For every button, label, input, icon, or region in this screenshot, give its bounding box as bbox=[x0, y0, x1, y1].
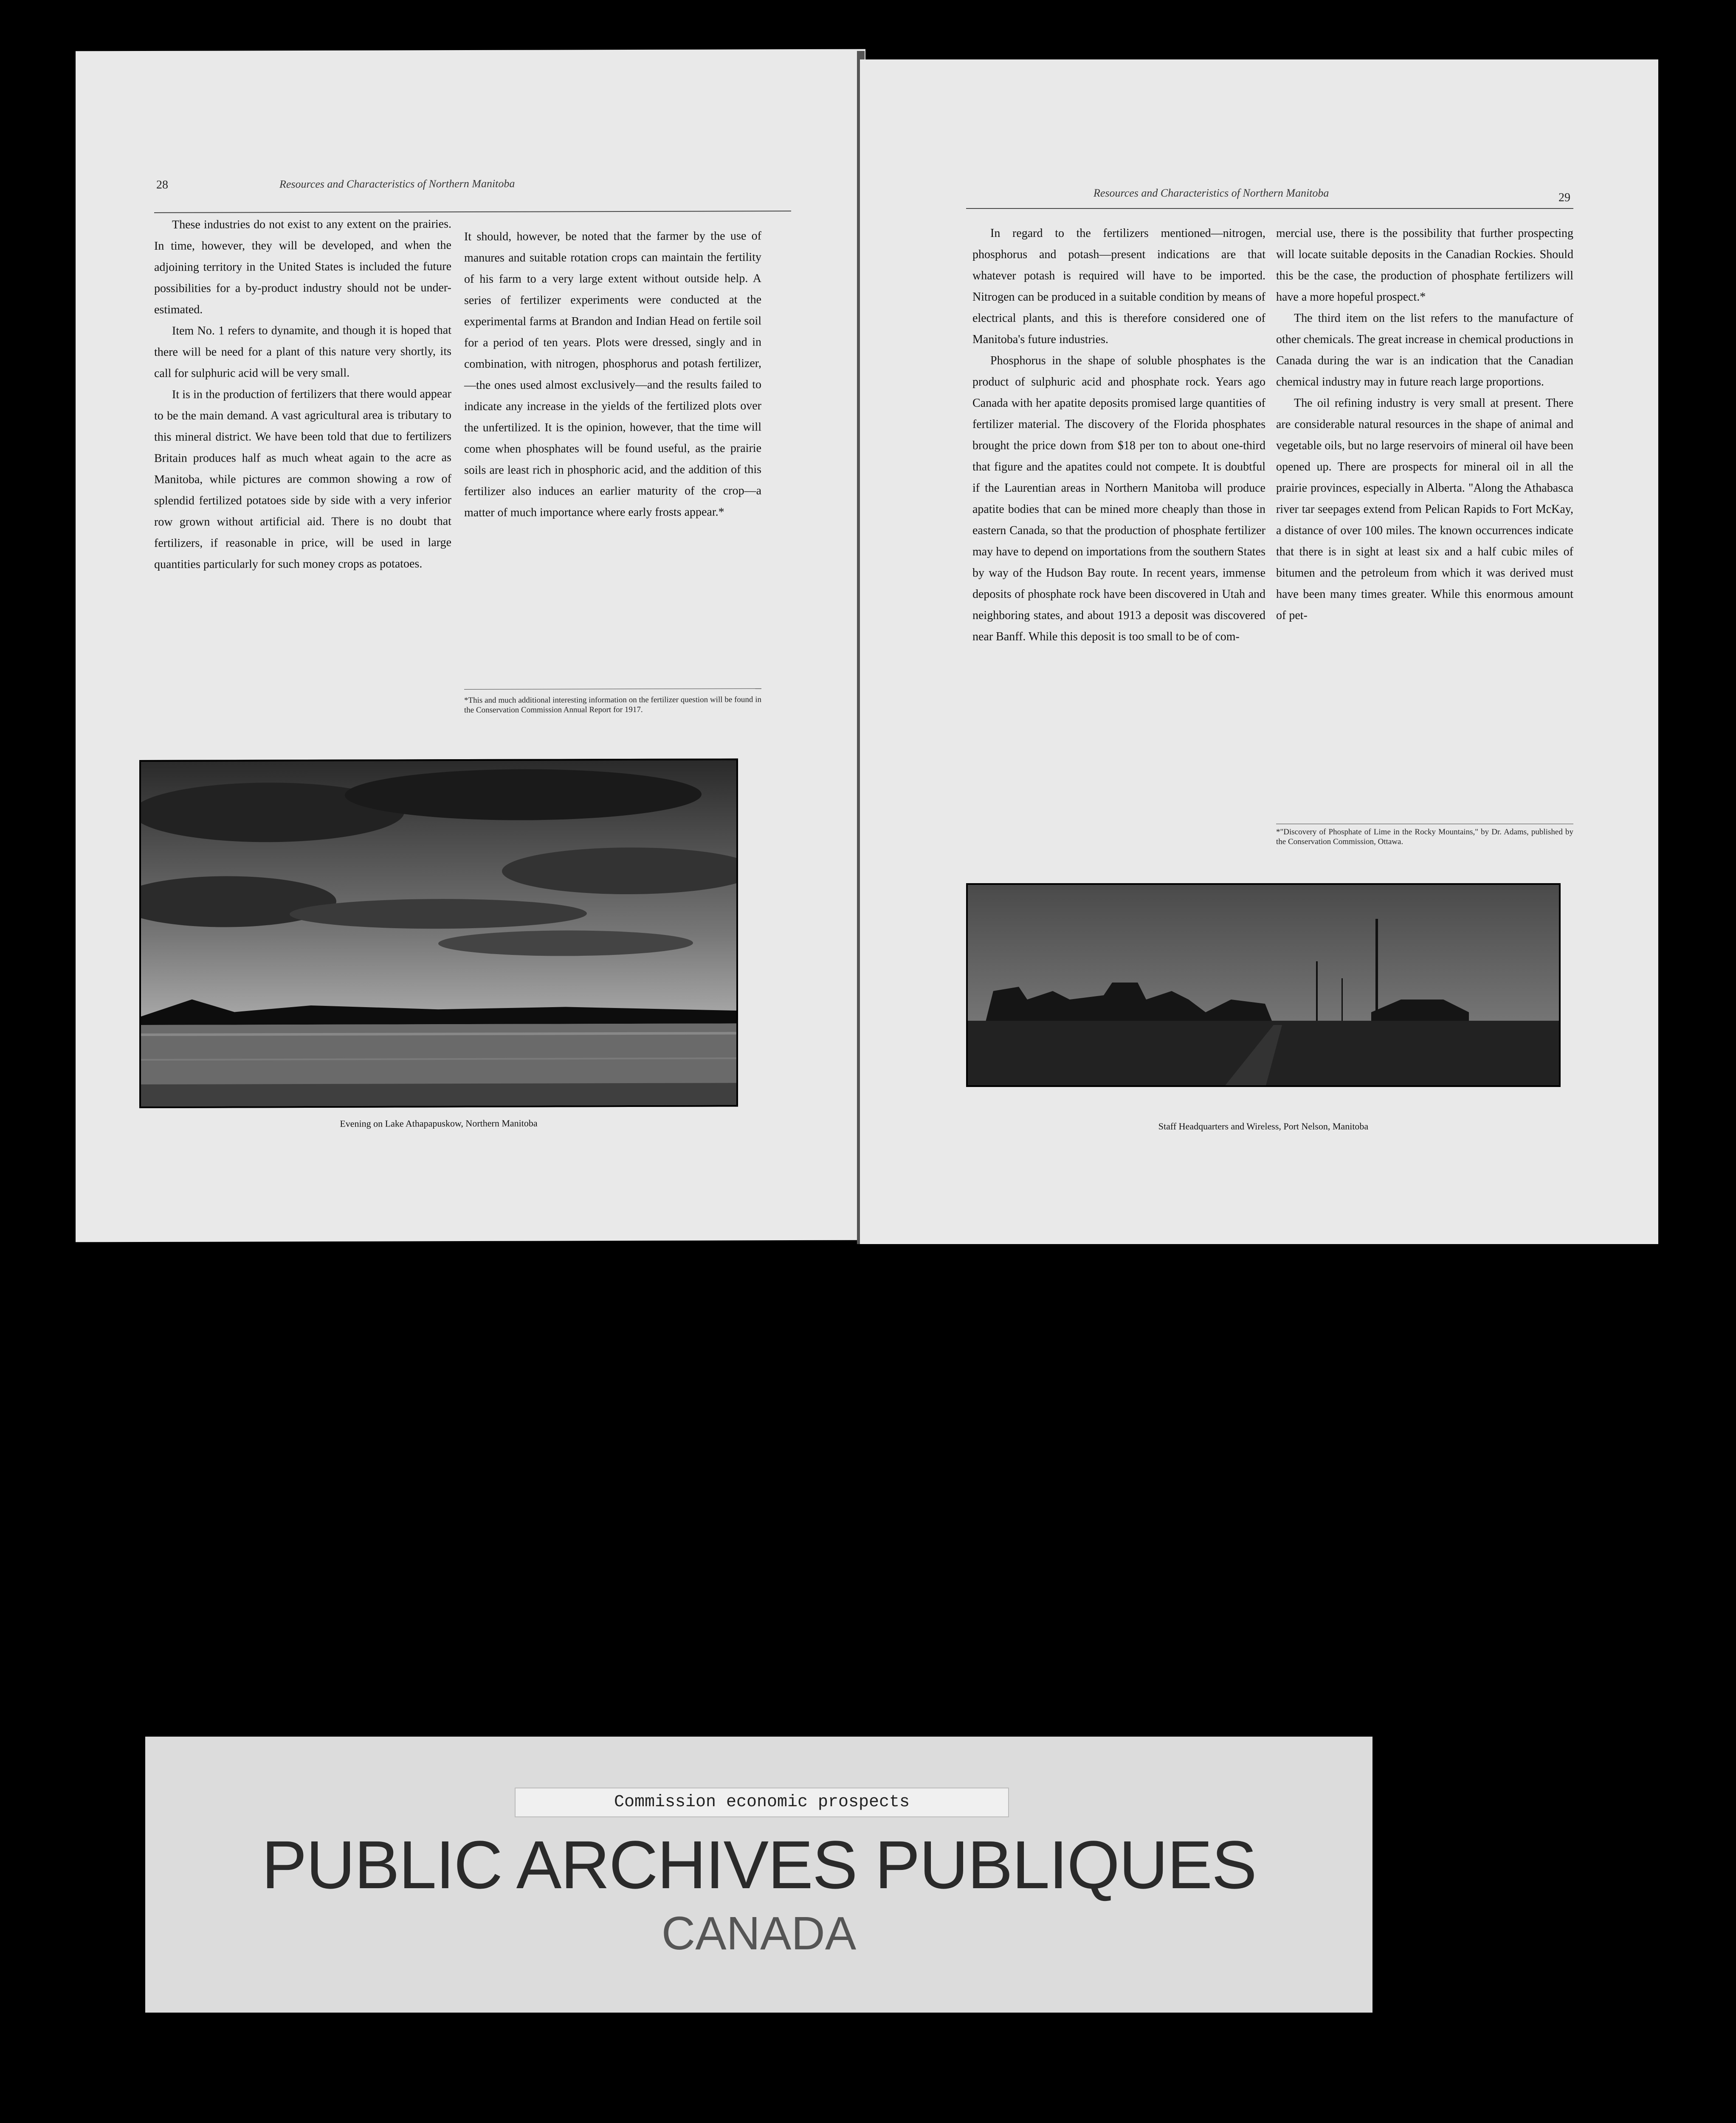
paragraph: The third item on the list refers to the manufacture of other chemicals. The great increase in chemical productions in Canada during the war is an indication that the Canadian chemical industry may in future reach large proportions. bbox=[1276, 312, 1573, 389]
paragraph: The oil refining industry is very small at present. There are considerable natural resources in the shape of animal and vegetable oils, but no large reservoirs of mineral oil have been opened up. There are prospects for mineral oil in all the prairie provinces, especially in Alberta. "Along the Athabasca river tar seepages extend from Pelican Rapids to Fort McKay, a distance of over 100 miles. The known occurrences indicate that there is in sight at least six and a half cubic miles of bitumen and the petroleum from which it was derived must have been many times greater. While this enormous amount of pet- bbox=[1276, 397, 1573, 622]
footnote: *This and much additional interesting information on the fertilizer question will be found in the Conservation Commission Annual Report for 1917. bbox=[464, 695, 761, 715]
stamp-sub-text: CANADA bbox=[661, 1907, 857, 1960]
port-nelson-photo bbox=[966, 883, 1561, 1087]
paragraph: It should, however, be noted that the farmer by the use of manures and suitable rotation crops can maintain the fertility of his farm to a very large extent without outside help. A series of fertilizer experiments were conducted at the experimental farms at Brandon and Indian Head on fertile soil for a period of ten years. Plots were dressed, singly and in combination, with nitrogen, phosphorus and potash fertilizer,—the ones used almost exclusively—and the results failed to indicate any increase in the yields of the fertilized plots over the unfertilized. It is the opinion, however, that the time will come when phosphates will be found useful, as the prairie soils are least rich in phosphoric acid, and the addition of this fertilizer also induces an earlier maturity of the crop—a matter of much importance where early frosts appear.* bbox=[464, 229, 761, 520]
paragraph: In regard to the fertilizers mentioned—nitrogen, phosphorus and potash—present indications are that whatever potash is required will have to be imported. Nitrogen can be produced in a suitable condition by means of electrical plants, and this is therefore considered one of Manitoba's future industries. bbox=[972, 227, 1265, 346]
footnote-rule bbox=[464, 688, 761, 690]
paragraph: It is in the production of fertilizers that there would appear to be the main demand. A vast agricultural area is tributary to this mineral district. We have been told that due to fertilizers Britain produces half as much wheat again to the acre as Manitoba, while pictures are common showing a row of splendid fertilized potatoes side by side with a very inferior row grown without artificial aid. There is no doubt that fertilizers, if reasonable in price, will be used in large quantities particularly for such money crops as potatoes. bbox=[154, 387, 451, 571]
header-rule bbox=[966, 208, 1573, 209]
paragraph: mercial use, there is the possibility that further prospecting will locate suitable deposits in the Canadian Rockies. Should this be the case, the production of phosphate fertilizers will have a more hopeful prospect.* bbox=[1276, 227, 1573, 304]
header-rule bbox=[154, 211, 791, 213]
stamp-label-strip bbox=[515, 1788, 1009, 1817]
text-column-1 bbox=[972, 223, 1265, 648]
lake-evening-image bbox=[141, 760, 738, 1108]
page-number: 28 bbox=[156, 178, 168, 191]
right-page bbox=[860, 59, 1658, 1244]
text-column-2 bbox=[464, 225, 761, 524]
photo-caption: Staff Headquarters and Wireless, Port Nelson, Manitoba bbox=[1158, 1121, 1369, 1132]
photo-caption: Evening on Lake Athapapuskow, Northern Manitoba bbox=[340, 1118, 538, 1129]
footnote: *"Discovery of Phosphate of Lime in the Rocky Mountains," by Dr. Adams, published by the Conservation Commission, Ottawa. bbox=[1276, 828, 1573, 846]
paragraph: These industries do not exist to any extent on the prairies. In time, however, they will be developed, and when the adjoining territory in the United States is included the future possibilities for a by-product industry should not be under-estimated. bbox=[154, 217, 451, 316]
text-column-1 bbox=[154, 214, 451, 575]
paragraph: Phosphorus in the shape of soluble phosphates is the product of sulphuric acid and phosphate rock. Years ago Canada with her apatite deposits promised large quantities of fertilizer material. The discovery of the Florida phosphates brought the price down from $18 per ton to about one-third that figure and the apatites could not compete. It is doubtful if the Laurentian areas in Northern Manitoba will produce apatite bodies that can be mined more cheaply than those in eastern Canada, so that the production of phosphate fertilizer may have to depend on importations from the southern States by way of the Hudson Bay route. In recent years, immense deposits of phosphate rock have been discovered in Utah and neighboring states, and about 1913 a deposit was discovered near Banff. While this deposit is too small to be of com- bbox=[972, 354, 1265, 643]
paragraph: Item No. 1 refers to dynamite, and though it is hoped that there will be need for a plant of this nature very shortly, its call for sulphuric acid will be very small. bbox=[154, 324, 451, 380]
running-head: Resources and Characteristics of Northern Manitoba bbox=[279, 177, 515, 191]
running-head: Resources and Characteristics of Northern Manitoba bbox=[1093, 187, 1329, 199]
stamp-label: Commission economic prospects bbox=[614, 1793, 910, 1812]
lake-evening-photo bbox=[139, 758, 738, 1108]
page-number: 29 bbox=[1558, 191, 1570, 204]
archive-stamp bbox=[145, 1737, 1372, 2013]
left-page bbox=[76, 49, 865, 1242]
stamp-main-text: PUBLIC ARCHIVES PUBLIQUES bbox=[262, 1827, 1256, 1903]
port-nelson-image bbox=[968, 885, 1561, 1087]
text-column-2 bbox=[1276, 223, 1573, 626]
